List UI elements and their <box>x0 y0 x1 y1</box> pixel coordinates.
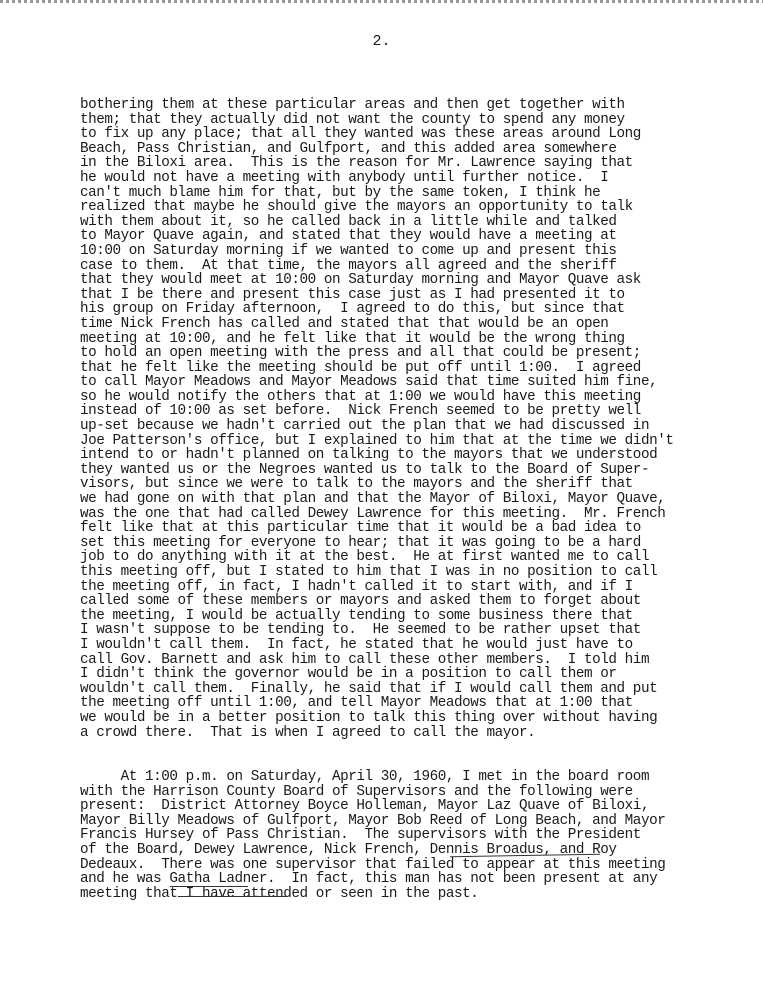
text-line: up-set because we hadn't carried out the plan that we had discussed in <box>80 418 650 435</box>
text-line: that he felt like the meeting should be put off until 1:00. I agreed <box>80 359 641 376</box>
text-line: job to do anything with it at the best. He at first wanted me to call <box>80 549 650 566</box>
text-line: they wanted us or the Negroes wanted us to talk to the Board of Super- <box>80 461 650 478</box>
text-line: with them about it, so he called back in a little while and talked <box>80 213 617 230</box>
handwritten-underline-mark <box>170 886 248 887</box>
text-line: a crowd there. That is when I agreed to call the mayor. <box>80 724 536 741</box>
text-line: instead of 10:00 as set before. Nick French seemed to be pretty well <box>80 403 641 420</box>
text-line: I didn't think the governor would be in a position to call them or <box>80 666 617 683</box>
text-line: case to them. At that time, the mayors all agreed and the sheriff <box>80 257 617 274</box>
text-line: intend to or hadn't planned on talking to the mayors that we understood <box>80 447 658 464</box>
text-line: that I be there and present this case just as I had presented it to <box>80 286 625 303</box>
text-line: time Nick French has called and stated that that would be an open <box>80 315 609 332</box>
page-number: 2. <box>372 33 391 50</box>
text-line: to fix up any place; that all they wanted was these areas around Long <box>80 126 641 143</box>
text-line: wouldn't call them. Finally, he said that if I would call them and put <box>80 680 658 697</box>
text-line: call Gov. Barnett and ask him to call these other members. I told him <box>80 651 650 668</box>
text-line: them; that they actually did not want the county to spend any money <box>80 111 625 128</box>
text-line: set this meeting for everyone to hear; that it was going to be a hard <box>80 534 641 551</box>
text-line: called some of these members or mayors and asked them to forget about <box>80 593 641 610</box>
text-line: present: District Attorney Boyce Holleman, Mayor Laz Quave of Biloxi, <box>80 798 650 815</box>
text-line: so he would notify the others that at 1:00 we would have this meeting <box>80 388 641 405</box>
handwritten-strike-mark <box>178 896 288 897</box>
text-line: that they would meet at 10:00 on Saturday morning and Mayor Quave ask <box>80 272 641 289</box>
text-line: Dedeaux. There was one supervisor that failed to appear at this meeting <box>80 856 666 873</box>
body-paragraph-2 <box>80 770 760 901</box>
text-line: to hold an open meeting with the press and all that could be present; <box>80 345 641 362</box>
text-line: he would not have a meeting with anybody until further notice. I <box>80 169 609 186</box>
text-line: I wasn't suppose to be tending to. He seemed to be rather upset that <box>80 622 641 639</box>
text-line: can't much blame him for that, but by the same token, I think he <box>80 184 601 201</box>
text-line: to call Mayor Meadows and Mayor Meadows said that time suited him fine, <box>80 374 658 391</box>
text-line: with the Harrison County Board of Supervisors and the following were <box>80 783 633 800</box>
text-line: Mayor Billy Meadows of Gulfport, Mayor Bob Reed of Long Beach, and Mayor <box>80 812 666 829</box>
text-line: At 1:00 p.m. on Saturday, April 30, 1960, I met in the board room <box>80 769 650 785</box>
text-line: the meeting off, in fact, I hadn't called it to start with, and if I <box>80 578 633 595</box>
text-line: we had gone on with that plan and that the Mayor of Biloxi, Mayor Quave, <box>80 491 666 508</box>
text-line: felt like that at this particular time that it would be a bad idea to <box>80 520 641 537</box>
text-line: Joe Patterson's office, but I explained to him that at the time we didn't <box>80 432 674 449</box>
text-line: of the Board, Dewey Lawrence, Nick French, Dennis Broadus, and Roy <box>80 841 617 858</box>
text-line: Francis Hursey of Pass Christian. The supervisors with the President <box>80 827 641 844</box>
body-paragraph-1 <box>80 98 760 740</box>
text-line: was the one that had called Dewey Lawrence for this meeting. Mr. French <box>80 505 666 522</box>
text-line: the meeting, I would be actually tending to some business there that <box>80 607 633 624</box>
text-line: this meeting off, but I stated to him that I was in no position to call <box>80 564 658 580</box>
text-line: meeting that I have attended or seen in the past. <box>80 885 479 902</box>
page-top-edge <box>0 0 763 3</box>
text-line: Beach, Pass Christian, and Gulfport, and this added area somewhere <box>80 140 617 157</box>
text-line: 10:00 on Saturday morning if we wanted to come up and present this <box>80 242 617 259</box>
text-line: meeting at 10:00, and he felt like that it would be the wrong thing <box>80 330 625 347</box>
text-line: I wouldn't call them. In fact, he stated that he would just have to <box>80 636 633 653</box>
text-line: and he was Gatha Ladner. In fact, this man has not been present at any <box>80 871 658 888</box>
text-line: the meeting off until 1:00, and tell Mayor Meadows that at 1:00 that <box>80 695 633 712</box>
text-line: bothering them at these particular areas and then get together with <box>80 97 625 113</box>
text-line: his group on Friday afternoon, I agreed to do this, but since that <box>80 301 625 318</box>
text-line: to Mayor Quave again, and stated that they would have a meeting at <box>80 228 617 245</box>
text-line: realized that maybe he should give the mayors an opportunity to talk <box>80 199 633 216</box>
text-line: we would be in a better position to talk this thing over without having <box>80 709 658 726</box>
text-line: visors, but since we were to talk to the mayors and the sheriff that <box>80 476 633 493</box>
text-line: in the Biloxi area. This is the reason for Mr. Lawrence saying that <box>80 155 633 172</box>
